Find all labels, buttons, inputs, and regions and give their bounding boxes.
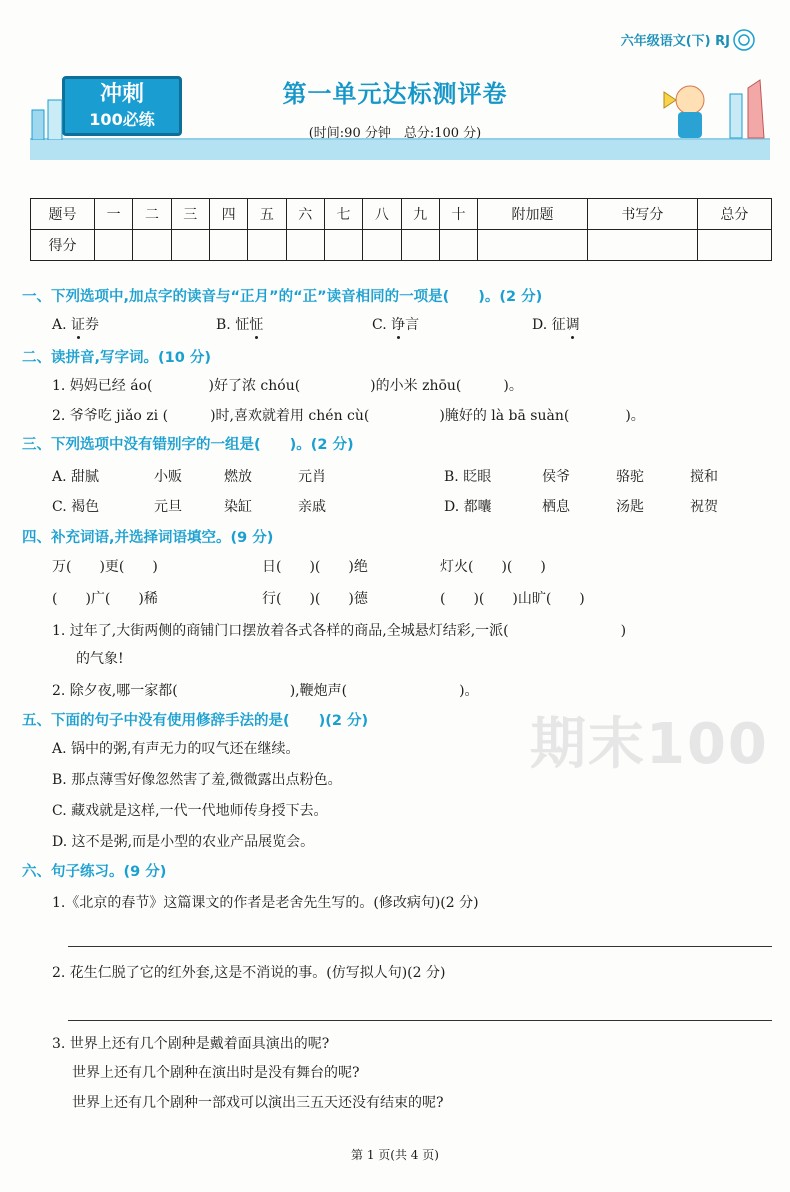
option-text: 券	[85, 317, 100, 333]
q1-option-d[interactable]	[532, 314, 580, 334]
q3-word: 亲戚	[298, 499, 326, 515]
q1-option-b[interactable]	[216, 314, 263, 334]
q3-word: B. 眨眼	[444, 469, 492, 485]
grade-tag: 六年级语文(下) RJ	[620, 34, 730, 49]
q3-word: 染缸	[224, 499, 252, 515]
score-cell[interactable]	[324, 230, 362, 261]
q2-line2[interactable]: 2. 爷爷吃 jiǎo zi ( )时,喜欢就着用 chén cù( )腌好的 là bā suàn( )。	[52, 408, 645, 424]
score-cell[interactable]	[171, 230, 209, 261]
q3-word: 元旦	[154, 499, 182, 515]
score-header-cell: 七	[324, 199, 362, 230]
q5-option-d[interactable]: D. 这不是粥,而是小型的农业产品展览会。	[52, 834, 315, 850]
q6-title: 六、句子练习。(9 分)	[22, 864, 167, 880]
score-header-cell: 书写分	[587, 199, 697, 230]
q3-word: A. 甜腻	[52, 469, 100, 485]
q4-title: 四、补充词语,并选择词语填空。(9 分)	[22, 530, 274, 546]
score-header-cell: 八	[363, 199, 401, 230]
score-header-cell: 总分	[697, 199, 771, 230]
score-cell[interactable]	[587, 230, 697, 261]
q3-word: 小贩	[154, 469, 182, 485]
header-band	[30, 138, 770, 160]
dotted-char: 怔	[249, 317, 264, 333]
score-header-cell: 附加题	[478, 199, 588, 230]
answer-line[interactable]	[68, 1020, 772, 1021]
q4-sentence1[interactable]: 1. 过年了,大街两侧的商铺门口摆放着各式各样的商品,全城悬灯结彩,一派( )	[52, 623, 627, 639]
option-label: D.	[532, 317, 548, 333]
q4-idiom[interactable]: 灯火( )( )	[440, 559, 546, 575]
q5-title: 五、下面的句子中没有使用修辞手法的是( )(2 分)	[22, 713, 369, 729]
score-header-cell: 三	[171, 199, 209, 230]
score-header-cell: 五	[248, 199, 286, 230]
score-cell[interactable]	[286, 230, 324, 261]
option-text: 言	[405, 317, 420, 333]
option-label: A.	[52, 317, 67, 333]
q3-word: 骆驼	[616, 469, 644, 485]
q6-sentence1: 1.《北京的春节》这篇课文的作者是老舍先生写的。(修改病句)(2 分)	[52, 895, 479, 911]
q6-sentence3: 3. 世界上还有几个剧种是戴着面具演出的呢?	[52, 1036, 330, 1052]
watermark: 期末100	[530, 712, 769, 777]
score-row-label: 得分	[31, 230, 95, 261]
q4-sentence1-cont: 的气象!	[76, 651, 124, 667]
score-header-cell: 十	[439, 199, 477, 230]
option-text: 怔	[235, 317, 250, 333]
q3-word: 栖息	[542, 499, 570, 515]
q4-idiom[interactable]: 日( )( )绝	[262, 559, 368, 575]
q3-word: 燃放	[224, 469, 252, 485]
score-cell[interactable]	[697, 230, 771, 261]
score-cell[interactable]	[478, 230, 588, 261]
q2-title: 二、读拼音,写字词。(10 分)	[22, 350, 211, 366]
q6-sentence3-b: 世界上还有几个剧种在演出时是没有舞台的呢?	[72, 1065, 360, 1081]
score-header-cell: 六	[286, 199, 324, 230]
score-cell[interactable]	[209, 230, 247, 261]
page-footer: 第 1 页(共 4 页)	[351, 1148, 439, 1162]
dotted-char: 证	[71, 317, 86, 333]
q3-word: 汤匙	[616, 499, 644, 515]
q5-option-b[interactable]: B. 那点薄雪好像忽然害了羞,微微露出点粉色。	[52, 772, 342, 788]
q3-word: C. 褐色	[52, 499, 100, 515]
score-header-cell: 一	[95, 199, 133, 230]
answer-line[interactable]	[68, 946, 772, 947]
page-subtitle: (时间:90 分钟 总分:100 分)	[308, 126, 482, 141]
q6-sentence2: 2. 花生仁脱了它的红外套,这是不消说的事。(仿写拟人句)(2 分)	[52, 965, 446, 981]
score-header-cell: 九	[401, 199, 439, 230]
q3-title: 三、下列选项中没有错别字的一组是( )。(2 分)	[22, 437, 354, 453]
score-cell[interactable]	[248, 230, 286, 261]
score-table	[30, 198, 772, 261]
page-header	[0, 0, 790, 170]
q4-idiom[interactable]: ( )广( )稀	[52, 591, 158, 607]
dotted-char: 调	[565, 317, 580, 333]
badge-line1: 冲刺	[99, 82, 144, 107]
q5-option-c[interactable]: C. 藏戏就是这样,一代一代地师传身授下去。	[52, 803, 328, 819]
score-header-cell: 题号	[31, 199, 95, 230]
q4-idiom[interactable]: ( )( )山旷( )	[440, 591, 585, 607]
q4-sentence2[interactable]: 2. 除夕夜,哪一家都( ),鞭炮声( )。	[52, 683, 479, 699]
q1-option-a[interactable]	[52, 314, 99, 334]
q3-word: 祝贺	[690, 499, 718, 515]
score-cell[interactable]	[95, 230, 133, 261]
score-header-cell: 二	[133, 199, 171, 230]
page-title: 第一单元达标测评卷	[282, 80, 508, 108]
score-cell[interactable]	[363, 230, 401, 261]
swirl-icon	[730, 26, 758, 54]
q1-title: 一、下列选项中,加点字的读音与“正月”的“正”读音相同的一项是( )。(2 分)	[22, 289, 543, 305]
q1-option-c[interactable]	[372, 314, 419, 334]
q4-idiom[interactable]: 万( )更( )	[52, 559, 158, 575]
score-cell[interactable]	[439, 230, 477, 261]
score-value-row	[31, 230, 772, 261]
q5-option-a[interactable]: A. 锅中的粥,有声无力的叹气还在继续。	[52, 741, 300, 757]
badge-line2: 100必练	[89, 110, 155, 129]
q3-word: 侯爷	[542, 469, 570, 485]
option-label: C.	[372, 317, 387, 333]
score-cell[interactable]	[401, 230, 439, 261]
q3-word: 搅和	[690, 469, 718, 485]
q4-idiom[interactable]: 行( )( )德	[262, 591, 368, 607]
score-header-cell: 四	[209, 199, 247, 230]
score-cell[interactable]	[133, 230, 171, 261]
q3-word: D. 都囔	[444, 499, 492, 515]
q3-word: 元肖	[298, 469, 326, 485]
dotted-char: 诤	[391, 317, 406, 333]
score-header-row	[31, 199, 772, 230]
q6-sentence3-c: 世界上还有几个剧种一部戏可以演出三五天还没有结束的呢?	[72, 1095, 444, 1111]
option-text: 征	[551, 317, 566, 333]
q2-line1[interactable]: 1. 妈妈已经 áo( )好了浓 chóu( )的小米 zhōu( )。	[52, 378, 523, 394]
option-label: B.	[216, 317, 231, 333]
